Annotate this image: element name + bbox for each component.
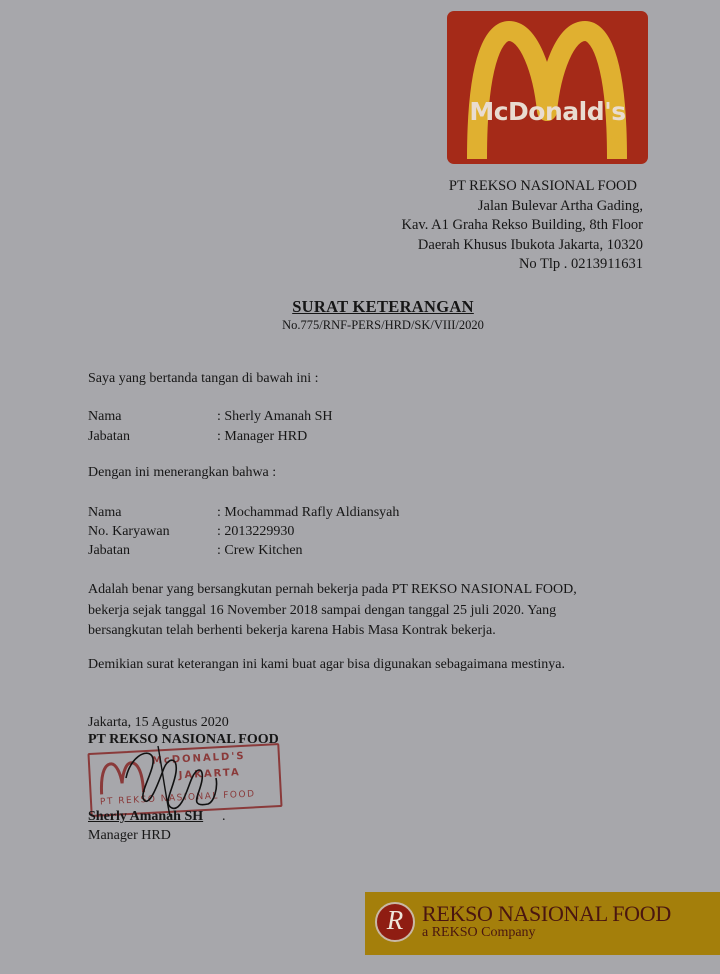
signer-position: Manager HRD [88,828,171,843]
field-value: : Sherly Amanah SH [217,409,333,424]
stamp-line-3: PT REKSO NASIONAL FOOD [99,789,256,808]
signer-position-row [88,429,307,445]
footer-company-name: REKSO NASIONAL FOOD [422,901,671,926]
letter-title: SURAT KETERANGAN [292,297,474,316]
field-label: Jabatan [88,543,130,558]
company-address [401,177,643,275]
signer-name-row [88,409,333,425]
signer-name: Sherly Amanah SH [88,809,204,824]
statement-text: Dengan ini menerangkan bahwa : [88,465,277,480]
closing-text: Demikian surat keterangan ini kami buat agar bisa digunakan sebagaimana mestinya. [88,657,566,672]
body-line: bekerja sejak tanggal 16 November 2018 sampai dengan tanggal 25 juli 2020. Yang [88,602,557,618]
field-value: : Mochammad Rafly Aldiansyah [217,505,400,520]
employee-position-row [88,543,303,559]
address-line-1: Jalan Bulevar Artha Gading, [477,197,643,214]
field-label: Jabatan [88,429,130,444]
stamp-line-1: McDONALD'S [151,750,246,767]
place-date: Jakarta, 15 Agustus 2020 [88,715,229,730]
emblem-letter: R [386,905,404,935]
employee-name-row [88,505,399,521]
logo-wordmark: McDonald's [469,97,626,126]
mcdonalds-logo [447,11,648,164]
field-value: : Manager HRD [217,429,308,444]
field-value: : 2013229930 [217,524,295,539]
body-line: bersangkutan telah berhenti bekerja karena Habis Masa Kontrak bekerja. [88,623,496,638]
address-line-2: Kav. A1 Graha Rekso Building, 8th Floor [401,217,643,233]
stamp-line-2: JAKARTA [178,767,241,782]
footer-tagline: a REKSO Company [422,925,536,940]
signer-trailing-dot: . [222,809,226,824]
company-name: PT REKSO NASIONAL FOOD [448,178,637,194]
field-label: No. Karyawan [88,524,170,539]
letter-number: No.775/RNF-PERS/HRD/SK/VIII/2020 [282,318,484,332]
employee-number-row [88,524,294,540]
body-line: Adalah benar yang bersangkutan pernah bekerja pada PT REKSO NASIONAL FOOD, [88,582,577,597]
rekso-emblem-icon [375,902,415,942]
address-line-3: Daerah Khusus Ibukota Jakarta, 10320 [417,236,643,253]
field-value: : Crew Kitchen [217,543,303,558]
intro-text: Saya yang bertanda tangan di bawah ini : [88,371,319,386]
footer-banner [365,892,720,955]
company-phone: No Tlp . 0213911631 [518,256,643,272]
registered-mark: ® [610,134,623,147]
body-paragraph [88,580,628,642]
handwritten-signature [118,738,228,818]
field-label: Nama [88,409,122,424]
field-label: Nama [88,505,122,520]
company-signature-name: PT REKSO NASIONAL FOOD [88,732,279,747]
